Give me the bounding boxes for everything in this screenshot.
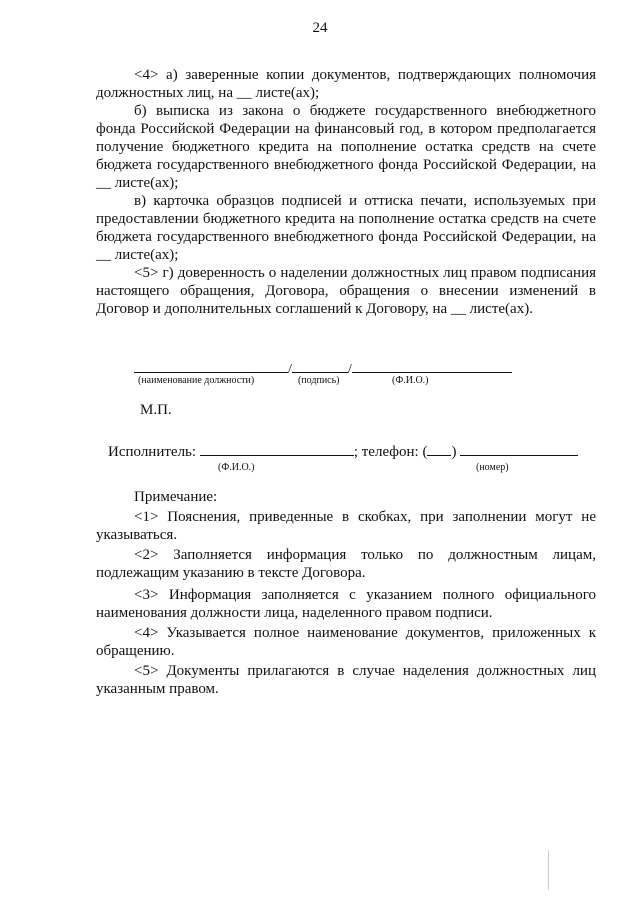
note-item-4: <4> Указывается полное наименование документов, приложенных к обращению. — [96, 625, 596, 659]
executor-caption-number: (номер) — [476, 462, 509, 473]
attachment-item-a: <4> а) заверенные копии документов, подтверждающих полномочия должностных лиц, на __ листе(ах); — [96, 67, 596, 101]
page-number: 24 — [312, 20, 328, 36]
signature-line — [292, 360, 348, 373]
attachment-item-d: <5> г) доверенность о наделении должностных лиц правом подписания настоящего обращения, Договора, обращения о внесении изменений в Договор и дополнительных соглашений к Договору, на __ листе(ах). — [96, 265, 596, 317]
caption-position: (наименование должности) — [138, 375, 255, 386]
executor-label: Исполнитель: — [108, 444, 197, 460]
note-item-5: <5> Документы прилагаются в случае наделения должностных лиц указанным правом. — [96, 663, 596, 697]
executor-caption-name: (Ф.И.О.) — [218, 462, 255, 473]
caption-signature: (подпись) — [298, 375, 340, 386]
notes-title: Примечание: — [134, 489, 218, 505]
attachment-item-b: б) выписка из закона о бюджете государственного внебюджетного фонда Российской Федерации на финансовый год, в котором предполагается получение бюджетного кредита на пополнение остатка средств на счете бюджета государственного внебюджетного фонда Российской Федерации, на __ листе(ах); — [96, 103, 596, 191]
note-item-3: <3> Информация заполняется с указанием полного официального наименования должности лица, наделенного правом подписи. — [96, 587, 596, 621]
separator: / — [288, 362, 292, 377]
position-line — [134, 360, 288, 373]
phone-close: ) — [451, 444, 457, 460]
executor-name-line — [200, 443, 354, 456]
attachment-item-c: в) карточка образцов подписей и оттиска печати, используемых при предоставлении бюджетного кредита на пополнение остатка средств на счете бюджета государственного внебюджетного фонда Российской Федерации, на __ листе(ах); — [96, 193, 596, 263]
stamp-place: М.П. — [140, 402, 172, 418]
executor-row — [108, 443, 578, 461]
caption-name: (Ф.И.О.) — [392, 375, 429, 386]
phone-label: ; телефон: ( — [353, 444, 428, 460]
scan-mark — [548, 850, 549, 890]
note-item-2: <2> Заполняется информация только по должностным лицам, подлежащим указанию в тексте Договора. — [96, 547, 596, 581]
name-line — [352, 360, 512, 373]
separator: / — [347, 362, 352, 377]
phone-number-line — [460, 443, 578, 456]
phone-code-line — [427, 443, 451, 456]
note-item-1: <1> Пояснения, приведенные в скобках, при заполнении могут не указываться. — [96, 509, 596, 543]
